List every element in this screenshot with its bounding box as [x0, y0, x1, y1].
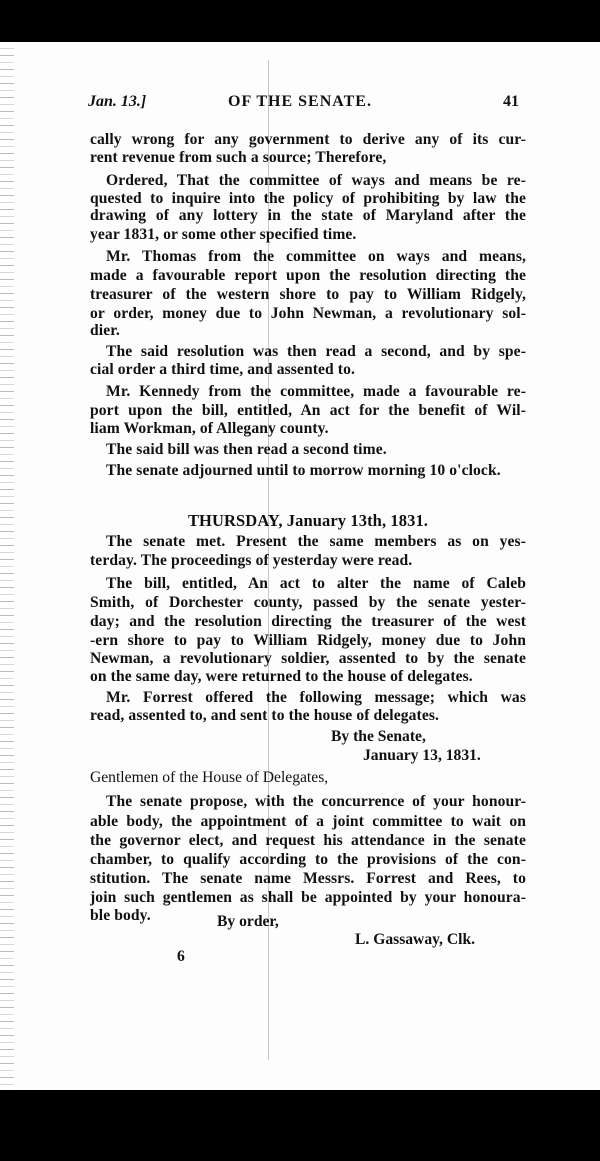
text-line: The senate met. Present the same members as on yes- — [106, 533, 526, 550]
signature-mark: 6 — [177, 948, 185, 965]
message-line: join such gentlemen as shall be appointed by your honoura- — [90, 889, 526, 906]
message-date: January 13, 1831. — [363, 747, 481, 764]
text-line: drawing of any lottery in the state of Maryland after the — [90, 207, 526, 224]
text-line: The said resolution was then read a second, and by spe- — [106, 343, 526, 360]
message-line: chamber, to qualify according to the provisions of the con- — [90, 851, 526, 868]
text-line: The senate adjourned until to morrow morning 10 o'clock. — [106, 462, 501, 479]
page-number: 41 — [503, 93, 519, 110]
text-line: Mr. Forrest offered the following message; which was — [106, 689, 526, 706]
text-line: rent revenue from such a source; Therefore, — [90, 149, 387, 166]
text-line: cial order a third time, and assented to. — [90, 361, 355, 378]
by-the-senate: By the Senate, — [331, 728, 426, 745]
text-line: The said bill was then read a second time. — [106, 441, 387, 458]
text-line: day; and the resolution directing the treasurer of the west — [90, 613, 526, 630]
running-head-date: Jan. 13.] — [88, 93, 147, 110]
text-line: read, assented to, and sent to the house of delegates. — [90, 707, 440, 724]
text-line: made a favourable report upon the resolution directing the — [90, 267, 526, 284]
text-line: port upon the bill, entitled, An act for the benefit of Wil- — [90, 402, 526, 419]
text-line: liam Workman, of Allegany county. — [90, 420, 329, 437]
signature: L. Gassaway, Clk. — [355, 931, 476, 948]
text-line: terday. The proceedings of yesterday were read. — [90, 552, 413, 569]
date-heading: THURSDAY, January 13th, 1831. — [187, 511, 429, 530]
by-order: By order, — [217, 913, 279, 930]
text-line: on the same day, were returned to the house of delegates. — [90, 668, 473, 685]
text-line: Smith, of Dorchester county, passed by the senate yester- — [90, 594, 526, 611]
binding-edge — [0, 42, 14, 1090]
message-line: ble body. — [90, 907, 151, 924]
text-line: or order, money due to John Newman, a revolutionary sol- — [90, 305, 526, 322]
message-line: The senate propose, with the concurrence of your honour- — [106, 793, 526, 810]
salutation: Gentlemen of the House of Delegates, — [90, 769, 329, 786]
text-line: Newman, a revolutionary soldier, assented to by the senate — [90, 650, 526, 667]
text-line: treasurer of the western shore to pay to William Ridgely, — [90, 286, 526, 303]
text-line: Ordered, That the committee of ways and means be re- — [106, 172, 526, 189]
text-line: Mr. Kennedy from the committee, made a favourable re- — [106, 383, 526, 400]
text-line: The bill, entitled, An act to alter the name of Caleb — [106, 575, 526, 592]
message-line: stitution. The senate name Messrs. Forrest and Rees, to — [90, 870, 526, 887]
text-line: quested to inquire into the policy of prohibiting by law the — [90, 190, 526, 207]
running-head-title: OF THE SENATE. — [228, 93, 372, 110]
message-line: able body, the appointment of a joint committee to wait on — [90, 813, 526, 830]
text-line: year 1831, or some other specified time. — [90, 226, 357, 243]
message-line: the governor elect, and request his attendance in the senate — [90, 832, 526, 849]
text-line: dier. — [90, 322, 120, 339]
text-line: -ern shore to pay to William Ridgely, money due to John — [90, 632, 526, 649]
text-line: Mr. Thomas from the committee on ways and means, — [106, 248, 526, 265]
text-line: cally wrong for any government to derive any of its cur- — [90, 131, 526, 148]
